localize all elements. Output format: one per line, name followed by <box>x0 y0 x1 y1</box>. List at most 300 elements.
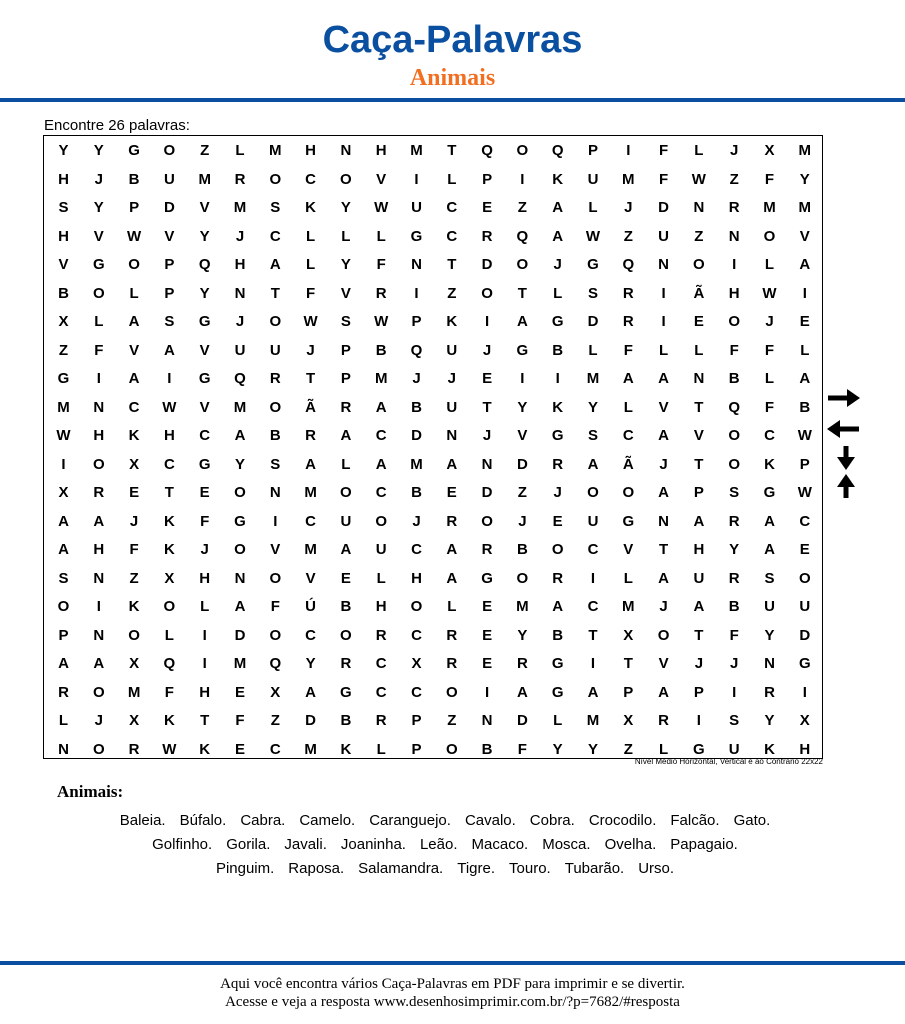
grid-letter[interactable]: Y <box>764 712 775 729</box>
grid-letter[interactable]: R <box>340 398 352 416</box>
grid-letter[interactable]: W <box>162 740 177 758</box>
grid-letter[interactable]: G <box>551 655 564 672</box>
grid-letter[interactable]: C <box>305 512 317 530</box>
grid-letter[interactable]: P <box>411 313 422 330</box>
grid-letter[interactable]: G <box>798 655 811 672</box>
grid-letter[interactable]: C <box>764 427 775 444</box>
grid-letter[interactable]: U <box>728 740 740 758</box>
grid-letter[interactable]: K <box>446 313 458 330</box>
grid-letter[interactable]: Q <box>234 370 246 387</box>
grid-letter[interactable]: Y <box>305 655 316 672</box>
grid-letter[interactable]: R <box>481 541 493 558</box>
grid-letter[interactable]: O <box>92 683 105 701</box>
grid-letter[interactable]: N <box>764 655 775 672</box>
grid-letter[interactable]: F <box>517 740 527 758</box>
grid-letter[interactable]: A <box>516 313 528 330</box>
grid-letter[interactable]: I <box>661 313 666 330</box>
grid-letter[interactable]: K <box>552 170 564 188</box>
grid-letter[interactable]: F <box>623 341 633 359</box>
grid-letter[interactable]: C <box>411 683 422 701</box>
grid-letter[interactable]: I <box>520 370 525 387</box>
grid-letter[interactable]: G <box>128 142 140 159</box>
grid-letter[interactable]: O <box>481 284 493 302</box>
grid-letter[interactable]: Y <box>340 199 351 216</box>
grid-letter[interactable]: N <box>728 227 740 245</box>
grid-letter[interactable]: A <box>58 541 69 558</box>
grid-letter[interactable]: V <box>58 256 69 273</box>
grid-letter[interactable]: X <box>411 655 422 672</box>
grid-letter[interactable]: R <box>446 655 458 672</box>
grid-letter[interactable]: V <box>623 541 634 558</box>
grid-letter[interactable]: N <box>269 484 281 501</box>
grid-letter[interactable]: I <box>485 313 490 330</box>
grid-letter[interactable]: S <box>587 284 598 302</box>
grid-letter[interactable]: Y <box>517 398 528 416</box>
grid-letter[interactable]: A <box>764 541 775 558</box>
grid-letter[interactable]: A <box>375 398 387 416</box>
grid-letter[interactable]: L <box>800 341 810 359</box>
grid-letter[interactable]: O <box>340 626 352 644</box>
grid-letter[interactable]: O <box>516 142 529 159</box>
grid-letter[interactable]: L <box>764 256 775 273</box>
grid-letter[interactable]: I <box>732 683 737 701</box>
grid-letter[interactable]: A <box>305 455 317 473</box>
grid-letter[interactable]: Z <box>447 284 457 302</box>
grid-letter[interactable]: R <box>340 655 352 672</box>
grid-letter[interactable]: W <box>374 313 389 330</box>
grid-letter[interactable]: P <box>799 455 810 473</box>
grid-letter[interactable]: Z <box>447 712 457 729</box>
grid-letter[interactable]: K <box>305 199 317 216</box>
grid-letter[interactable]: A <box>622 370 634 387</box>
grid-letter[interactable]: W <box>762 284 777 302</box>
grid-letter[interactable]: I <box>590 569 596 587</box>
grid-letter[interactable]: A <box>340 541 352 558</box>
grid-letter[interactable]: L <box>694 341 704 359</box>
grid-letter[interactable]: U <box>658 227 670 245</box>
grid-letter[interactable]: A <box>552 227 564 245</box>
grid-letter[interactable]: F <box>376 256 386 273</box>
grid-letter[interactable]: E <box>482 626 493 644</box>
grid-letter[interactable]: C <box>446 199 458 216</box>
grid-letter[interactable]: Y <box>517 626 528 644</box>
grid-letter[interactable]: J <box>447 370 456 387</box>
grid-letter[interactable]: B <box>728 598 740 615</box>
grid-letter[interactable]: M <box>622 170 635 188</box>
grid-letter[interactable]: A <box>693 598 705 615</box>
grid-letter[interactable]: Q <box>269 655 282 672</box>
grid-letter[interactable]: G <box>198 455 211 473</box>
grid-letter[interactable]: F <box>729 626 739 644</box>
grid-letter[interactable]: T <box>447 142 457 159</box>
grid-letter[interactable]: U <box>764 598 775 615</box>
grid-letter[interactable]: X <box>799 712 810 729</box>
grid-letter[interactable]: U <box>799 598 811 615</box>
grid-letter[interactable]: E <box>552 512 563 530</box>
grid-letter[interactable]: A <box>128 370 140 387</box>
grid-letter[interactable]: I <box>520 170 525 188</box>
grid-letter[interactable]: L <box>447 170 457 188</box>
grid-letter[interactable]: J <box>730 655 739 672</box>
grid-letter[interactable]: T <box>200 712 210 729</box>
grid-letter[interactable]: C <box>622 427 634 444</box>
grid-letter[interactable]: O <box>551 541 564 558</box>
grid-letter[interactable]: P <box>129 199 140 216</box>
grid-letter[interactable]: P <box>482 170 493 188</box>
grid-letter[interactable]: W <box>127 227 142 245</box>
grid-letter[interactable]: J <box>482 427 492 444</box>
grid-letter[interactable]: R <box>622 284 634 302</box>
grid-letter[interactable]: Z <box>623 740 633 758</box>
grid-letter[interactable]: U <box>375 541 387 558</box>
grid-letter[interactable]: A <box>658 370 670 387</box>
grid-letter[interactable]: R <box>128 740 140 758</box>
grid-letter[interactable]: Q <box>198 256 211 273</box>
grid-letter[interactable]: D <box>481 484 493 501</box>
grid-letter[interactable]: N <box>693 370 705 387</box>
grid-letter[interactable]: L <box>623 398 633 416</box>
grid-letter[interactable]: T <box>447 256 457 273</box>
grid-letter[interactable]: L <box>764 370 775 387</box>
grid-letter[interactable]: R <box>728 569 740 587</box>
grid-letter[interactable]: T <box>694 626 704 644</box>
grid-letter[interactable]: I <box>661 284 666 302</box>
grid-letter[interactable]: O <box>340 484 352 501</box>
grid-letter[interactable]: B <box>411 484 422 501</box>
grid-letter[interactable]: F <box>659 170 669 188</box>
grid-letter[interactable]: S <box>729 712 740 729</box>
grid-letter[interactable]: H <box>411 569 422 587</box>
grid-letter[interactable]: H <box>93 427 105 444</box>
grid-letter[interactable]: Y <box>234 455 245 473</box>
grid-letter[interactable]: A <box>658 569 670 587</box>
grid-letter[interactable]: E <box>446 484 457 501</box>
grid-letter[interactable]: O <box>340 170 352 188</box>
grid-letter[interactable]: L <box>164 626 174 644</box>
grid-letter[interactable]: W <box>374 199 389 216</box>
grid-letter[interactable]: M <box>410 142 423 159</box>
grid-letter[interactable]: R <box>375 284 387 302</box>
grid-letter[interactable]: P <box>411 712 422 729</box>
grid-letter[interactable]: K <box>199 740 211 758</box>
grid-letter[interactable]: P <box>340 370 351 387</box>
grid-letter[interactable]: M <box>586 370 600 387</box>
grid-letter[interactable]: F <box>129 541 139 558</box>
grid-letter[interactable]: F <box>164 683 174 701</box>
grid-letter[interactable]: L <box>235 142 245 159</box>
grid-letter[interactable]: Y <box>552 740 563 758</box>
grid-letter[interactable]: F <box>764 398 775 416</box>
grid-letter[interactable]: K <box>128 427 140 444</box>
grid-letter[interactable]: D <box>799 626 811 644</box>
grid-letter[interactable]: X <box>764 142 775 159</box>
grid-letter[interactable]: T <box>164 484 174 501</box>
grid-letter[interactable]: T <box>588 626 598 644</box>
grid-letter[interactable]: A <box>658 683 670 701</box>
grid-letter[interactable]: T <box>694 455 704 473</box>
grid-letter[interactable]: V <box>129 341 140 359</box>
grid-letter[interactable]: S <box>764 569 775 587</box>
grid-letter[interactable]: Q <box>410 341 423 359</box>
grid-letter[interactable]: L <box>58 712 69 729</box>
grid-letter[interactable]: A <box>552 598 564 615</box>
grid-letter[interactable]: R <box>234 170 246 188</box>
grid-letter[interactable]: L <box>376 740 386 758</box>
grid-letter[interactable]: Y <box>587 740 598 758</box>
grid-letter[interactable]: E <box>199 484 210 501</box>
grid-letter[interactable]: M <box>304 740 317 758</box>
grid-letter[interactable]: P <box>340 341 351 359</box>
grid-letter[interactable]: B <box>799 398 811 416</box>
grid-letter[interactable]: S <box>58 199 69 216</box>
grid-letter[interactable]: L <box>94 313 104 330</box>
grid-letter[interactable]: N <box>234 284 246 302</box>
grid-letter[interactable]: B <box>411 398 422 416</box>
grid-letter[interactable]: O <box>128 256 140 273</box>
grid-letter[interactable]: B <box>516 541 528 558</box>
grid-letter[interactable]: O <box>445 740 458 758</box>
grid-letter[interactable]: E <box>799 541 810 558</box>
grid-letter[interactable]: W <box>797 484 812 501</box>
grid-letter[interactable]: Z <box>623 227 633 245</box>
grid-letter[interactable]: I <box>202 626 207 644</box>
grid-letter[interactable]: I <box>167 370 172 387</box>
grid-letter[interactable]: R <box>269 370 281 387</box>
grid-letter[interactable]: H <box>234 256 246 273</box>
grid-letter[interactable]: L <box>588 341 598 359</box>
grid-letter[interactable]: L <box>659 740 669 758</box>
grid-letter[interactable]: C <box>375 427 387 444</box>
grid-letter[interactable]: K <box>764 455 775 473</box>
grid-letter[interactable]: Y <box>93 142 104 159</box>
grid-letter[interactable]: Z <box>200 142 210 159</box>
grid-letter[interactable]: N <box>93 398 105 416</box>
grid-letter[interactable]: A <box>163 341 175 359</box>
grid-letter[interactable]: N <box>658 512 670 530</box>
grid-letter[interactable]: B <box>552 626 564 644</box>
grid-letter[interactable]: K <box>764 740 775 758</box>
grid-letter[interactable]: T <box>306 370 316 387</box>
grid-letter[interactable]: E <box>693 313 704 330</box>
grid-letter[interactable]: O <box>516 569 529 587</box>
grid-letter[interactable]: J <box>518 512 527 530</box>
grid-letter[interactable]: X <box>58 313 69 330</box>
grid-letter[interactable]: O <box>269 170 282 188</box>
grid-letter[interactable]: X <box>623 712 634 729</box>
grid-letter[interactable]: E <box>129 484 140 501</box>
grid-letter[interactable]: A <box>269 256 281 273</box>
grid-letter[interactable]: U <box>587 512 599 530</box>
grid-letter[interactable]: Ã <box>622 455 634 473</box>
grid-letter[interactable]: N <box>693 199 705 216</box>
grid-letter[interactable]: Z <box>517 484 527 501</box>
grid-letter[interactable]: A <box>340 427 352 444</box>
grid-letter[interactable]: H <box>58 227 69 245</box>
grid-letter[interactable]: U <box>587 170 599 188</box>
grid-letter[interactable]: A <box>446 569 458 587</box>
grid-letter[interactable]: V <box>93 227 104 245</box>
grid-letter[interactable]: A <box>516 683 528 701</box>
grid-letter[interactable]: W <box>303 313 318 330</box>
grid-letter[interactable]: S <box>270 199 281 216</box>
grid-letter[interactable]: Y <box>799 170 810 188</box>
grid-letter[interactable]: G <box>516 341 529 359</box>
grid-letter[interactable]: D <box>305 712 317 729</box>
grid-letter[interactable]: W <box>162 398 177 416</box>
grid-letter[interactable]: A <box>799 370 811 387</box>
grid-letter[interactable]: A <box>693 512 705 530</box>
grid-letter[interactable]: O <box>516 256 529 273</box>
grid-letter[interactable]: C <box>587 541 599 558</box>
grid-letter[interactable]: N <box>58 740 69 758</box>
grid-letter[interactable]: M <box>798 142 812 159</box>
grid-letter[interactable]: H <box>693 541 705 558</box>
grid-letter[interactable]: C <box>269 227 281 245</box>
grid-letter[interactable]: B <box>269 427 281 444</box>
grid-letter[interactable]: P <box>623 683 634 701</box>
grid-letter[interactable]: I <box>414 284 419 302</box>
grid-letter[interactable]: J <box>235 227 245 245</box>
grid-letter[interactable]: H <box>375 142 387 159</box>
grid-letter[interactable]: L <box>341 227 351 245</box>
grid-letter[interactable]: D <box>516 712 528 729</box>
grid-letter[interactable]: O <box>798 569 811 587</box>
grid-letter[interactable]: E <box>482 199 493 216</box>
grid-letter[interactable]: A <box>234 427 246 444</box>
grid-letter[interactable]: Ú <box>305 598 317 615</box>
grid-letter[interactable]: G <box>622 512 635 530</box>
grid-letter[interactable]: B <box>340 712 352 729</box>
grid-letter[interactable]: S <box>340 313 351 330</box>
grid-letter[interactable]: X <box>129 655 140 672</box>
grid-letter[interactable]: F <box>270 598 280 615</box>
grid-letter[interactable]: O <box>481 512 493 530</box>
grid-letter[interactable]: J <box>412 512 421 530</box>
grid-letter[interactable]: S <box>729 484 740 501</box>
grid-letter[interactable]: A <box>305 683 317 701</box>
grid-letter[interactable]: R <box>58 683 69 701</box>
grid-letter[interactable]: R <box>446 512 458 530</box>
grid-letter[interactable]: V <box>199 199 210 216</box>
grid-letter[interactable]: V <box>693 427 704 444</box>
grid-letter[interactable]: O <box>163 598 176 615</box>
grid-letter[interactable]: Y <box>58 142 69 159</box>
grid-letter[interactable]: K <box>552 398 564 416</box>
grid-letter[interactable]: F <box>659 142 669 159</box>
grid-letter[interactable]: M <box>198 170 211 188</box>
grid-letter[interactable]: I <box>590 655 596 672</box>
grid-letter[interactable]: Z <box>58 341 69 359</box>
grid-letter[interactable]: I <box>696 712 701 729</box>
grid-letter[interactable]: C <box>375 655 387 672</box>
grid-letter[interactable]: O <box>92 284 105 302</box>
grid-letter[interactable]: W <box>585 227 601 245</box>
grid-letter[interactable]: V <box>340 284 351 302</box>
grid-letter[interactable]: X <box>129 712 140 729</box>
grid-letter[interactable]: O <box>728 427 741 444</box>
grid-letter[interactable]: A <box>58 512 69 530</box>
grid-letter[interactable]: O <box>269 569 282 587</box>
grid-letter[interactable]: A <box>587 455 599 473</box>
grid-letter[interactable]: W <box>691 170 706 188</box>
grid-letter[interactable]: B <box>375 341 387 359</box>
grid-letter[interactable]: R <box>622 313 634 330</box>
grid-letter[interactable]: O <box>269 626 282 644</box>
grid-letter[interactable]: P <box>693 683 704 701</box>
grid-letter[interactable]: B <box>552 341 564 359</box>
grid-letter[interactable]: J <box>659 598 668 615</box>
grid-letter[interactable]: C <box>411 541 422 558</box>
grid-letter[interactable]: P <box>587 142 598 159</box>
grid-letter[interactable]: I <box>96 370 101 387</box>
grid-letter[interactable]: U <box>269 341 281 359</box>
grid-letter[interactable]: S <box>587 427 598 444</box>
grid-letter[interactable]: R <box>728 199 740 216</box>
grid-letter[interactable]: O <box>445 683 458 701</box>
grid-letter[interactable]: M <box>622 598 635 615</box>
grid-letter[interactable]: H <box>93 541 105 558</box>
grid-letter[interactable]: J <box>94 170 103 188</box>
grid-letter[interactable]: R <box>764 683 775 701</box>
grid-letter[interactable]: J <box>553 256 562 273</box>
grid-letter[interactable]: F <box>764 341 775 359</box>
grid-letter[interactable]: Z <box>729 170 739 188</box>
grid-letter[interactable]: G <box>551 683 564 701</box>
grid-letter[interactable]: M <box>798 199 812 216</box>
grid-letter[interactable]: L <box>129 284 139 302</box>
grid-letter[interactable]: F <box>764 170 775 188</box>
grid-letter[interactable]: K <box>163 541 175 558</box>
grid-letter[interactable]: E <box>234 740 245 758</box>
grid-letter[interactable]: A <box>799 256 811 273</box>
grid-letter[interactable]: T <box>694 398 704 416</box>
grid-letter[interactable]: G <box>234 512 246 530</box>
grid-letter[interactable]: H <box>799 740 811 758</box>
grid-letter[interactable]: J <box>235 313 245 330</box>
grid-letter[interactable]: A <box>552 199 564 216</box>
grid-letter[interactable]: T <box>623 655 633 672</box>
grid-letter[interactable]: S <box>58 569 69 587</box>
grid-letter[interactable]: Q <box>481 142 493 159</box>
grid-letter[interactable]: Q <box>163 655 176 672</box>
grid-letter[interactable]: R <box>93 484 105 501</box>
grid-letter[interactable]: M <box>763 199 776 216</box>
grid-letter[interactable]: V <box>305 569 316 587</box>
grid-letter[interactable]: R <box>658 712 670 729</box>
grid-letter[interactable]: Z <box>694 227 704 245</box>
grid-letter[interactable]: R <box>305 427 317 444</box>
grid-letter[interactable]: O <box>57 598 70 615</box>
grid-letter[interactable]: X <box>164 569 175 587</box>
grid-letter[interactable]: I <box>202 655 207 672</box>
grid-letter[interactable]: R <box>375 712 387 729</box>
grid-letter[interactable]: R <box>516 655 528 672</box>
grid-letter[interactable]: Ã <box>693 284 705 302</box>
grid-letter[interactable]: C <box>163 455 175 473</box>
grid-letter[interactable]: A <box>658 484 670 501</box>
grid-letter[interactable]: N <box>93 569 105 587</box>
grid-letter[interactable]: C <box>305 170 317 188</box>
grid-letter[interactable]: J <box>412 370 421 387</box>
grid-letter[interactable]: R <box>552 455 564 473</box>
grid-letter[interactable]: I <box>626 142 631 159</box>
grid-letter[interactable]: V <box>270 541 281 558</box>
grid-letter[interactable]: P <box>164 256 175 273</box>
grid-letter[interactable]: J <box>624 199 633 216</box>
grid-letter[interactable]: O <box>375 512 388 530</box>
grid-letter[interactable]: F <box>94 341 104 359</box>
grid-letter[interactable]: D <box>516 455 528 473</box>
